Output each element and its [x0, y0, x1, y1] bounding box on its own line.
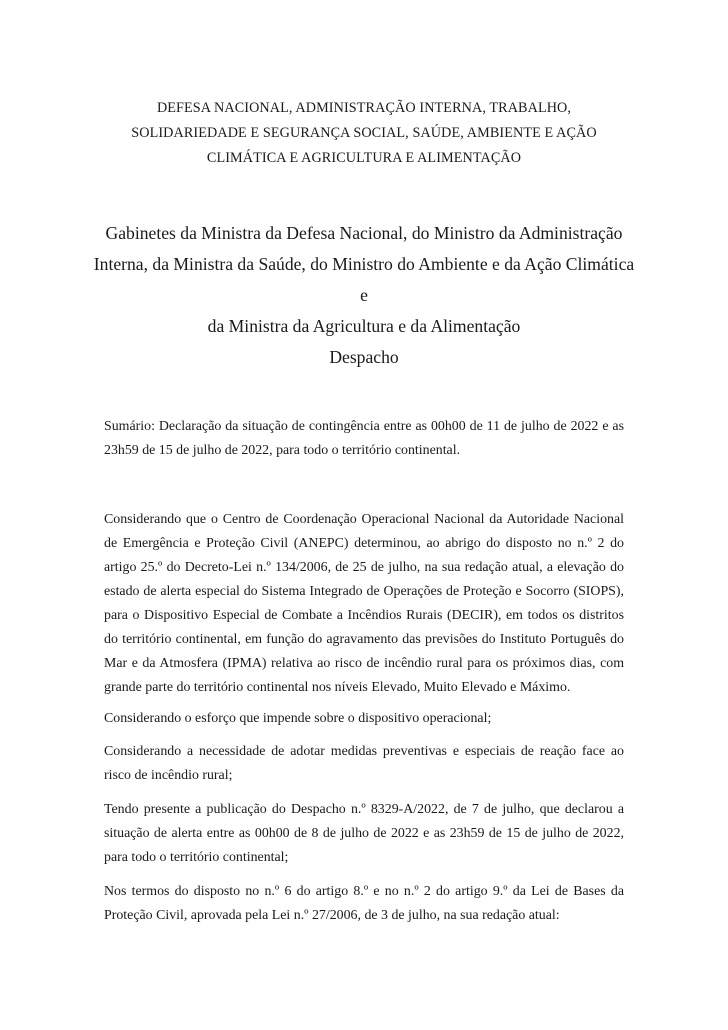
- cabinet-line: da Ministra da Agricultura e da Alimentação: [207, 316, 521, 336]
- cabinets-title: [90, 218, 638, 342]
- body-paragraph: Considerando que o Centro de Coordenação Operacional Nacional da Autoridade Nacional de Emergência e Proteção Civil (ANEPC) determinou, ao abrigo do disposto no n.º 2 do artigo 25.º do Decreto-Lei n.º 134/2006, de 25 de julho, na sua redação atual, a elevação do estado de alerta especial do Sistema Integrado de Operações de Proteção e Socorro (SIOPS), para o Dispositivo Especial de Combate a Incêndios Rurais (DECIR), em todos os distritos do território continental, em função do agravamento das previsões do Instituto Português do Mar e da Atmosfera (IPMA) relativa ao risco de incêndio rural para os próximos dias, com grande parte do território continental nos níveis Elevado, Muito Elevado e Máximo.: [104, 512, 624, 695]
- document-type-title: Despacho: [329, 347, 399, 367]
- cabinet-line: Interna, da Ministra da Saúde, do Ministro do Ambiente e da Ação Climática e: [93, 254, 635, 305]
- body-paragraph: Nos termos do disposto no n.º 6 do artigo 8.º e no n.º 2 do artigo 9.º da Lei de Bases da Proteção Civil, aprovada pela Lei n.º 27/2006, de 3 de julho, na sua redação atual:: [104, 884, 624, 923]
- header-line: CLIMÁTICA E AGRICULTURA E ALIMENTAÇÃO: [206, 150, 522, 166]
- header-line: SOLIDARIEDADE E SEGURANÇA SOCIAL, SAÚDE, AMBIENTE E AÇÃO: [131, 125, 597, 141]
- ministries-header: [100, 96, 628, 171]
- header-line: DEFESA NACIONAL, ADMINISTRAÇÃO INTERNA, TRABALHO,: [156, 100, 572, 116]
- body-paragraph: Considerando o esforço que impende sobre o dispositivo operacional;: [104, 711, 492, 726]
- summary-paragraph: Sumário: Declaração da situação de contingência entre as 00h00 de 11 de julho de 2022 e as 23h59 de 15 de julho de 2022, para todo o território continental.: [104, 419, 624, 458]
- body-paragraph: Considerando a necessidade de adotar medidas preventivas e especiais de reação face ao risco de incêndio rural;: [104, 744, 624, 783]
- cabinet-line: Gabinetes da Ministra da Defesa Nacional, do Ministro da Administração: [105, 223, 623, 243]
- body-paragraph: Tendo presente a publicação do Despacho n.º 8329-A/2022, de 7 de julho, que declarou a situação de alerta entre as 00h00 de 8 de julho de 2022 e as 23h59 de 15 de julho de 2022, para todo o território continental;: [104, 802, 624, 865]
